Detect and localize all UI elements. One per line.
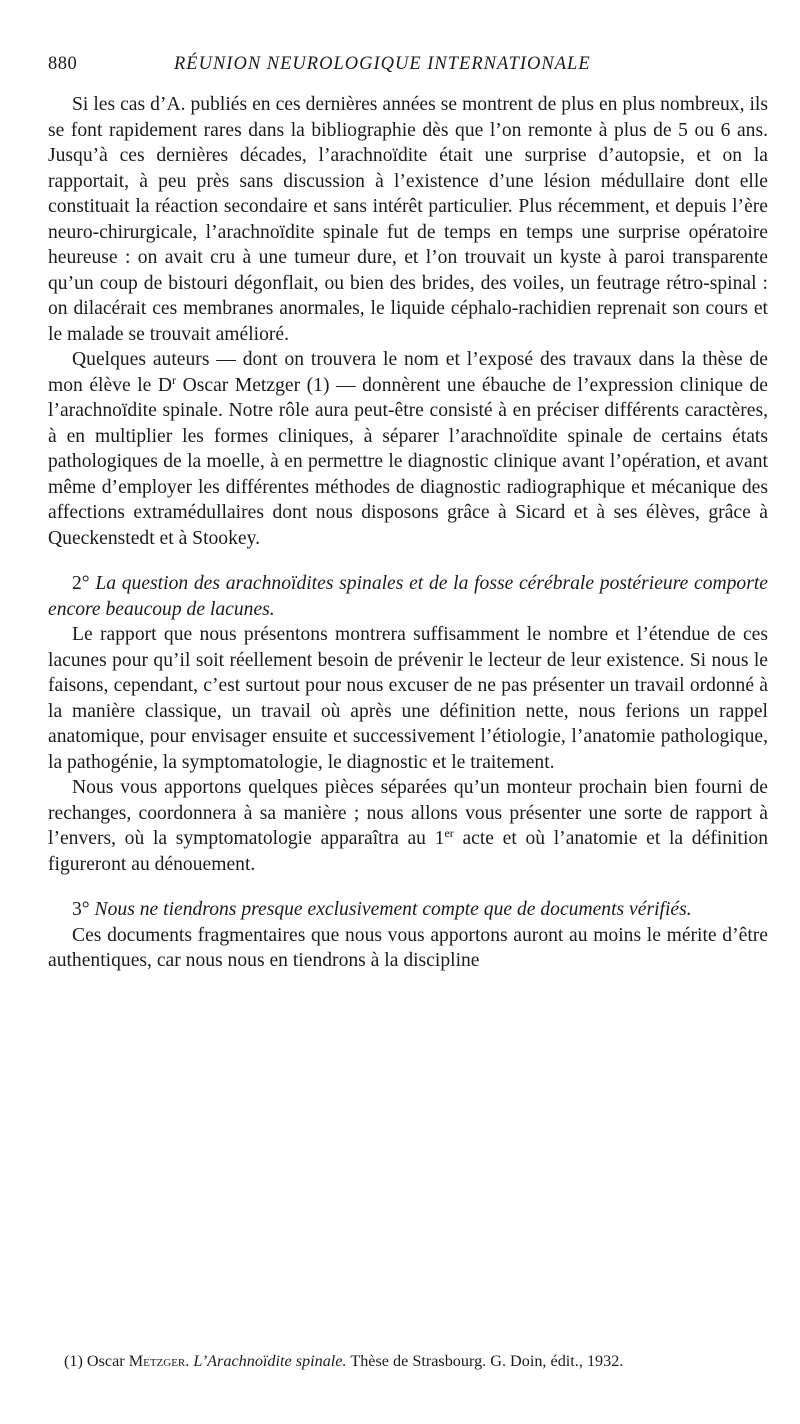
footnote	[48, 1351, 768, 1371]
paragraph-2	[48, 347, 768, 551]
paragraph-3: Le rapport que nous présentons montrera suffisamment le nombre et l’étendue de ces lacunes pour qu’il soit réellement besoin de prévenir le lecteur de leur existence. Si nous le faisons, cependant, c’est surtout pour nous excuser de ne pas présenter un travail ordonné à la manière classique, un travail où après une définition nette, nous ferions un rappel anatomique, pour envisager ensuite et successivement l’étiologie, l’anatomie pathologique, la pathogénie, la symptomatologie, le diagnostic et le traitement.	[48, 624, 768, 773]
section-heading-3	[48, 897, 768, 923]
footnote-author-last: Metzger.	[128, 1352, 190, 1370]
running-head	[48, 54, 768, 82]
paragraph-4-text-a: Nous vous apportons quelques pièces séparées qu’un monteur prochain bien fourni de rechanges, coordonnera à sa manière ; nous allons vous présenter une sorte de rapport à l’envers, où la symptomatologie apparaîtra au 1	[48, 777, 768, 849]
paragraph-2-text-a: Quelques auteurs — dont on trouvera le nom et l’exposé des travaux dans la thèse de mon élève le D	[48, 349, 768, 396]
page	[48, 54, 768, 974]
body-text	[48, 92, 768, 974]
section-heading-2-text: La question des arachnoïdites spinales et de la fosse cérébrale postérieure comporte encore beaucoup de lacunes.	[48, 573, 768, 620]
section-number-2: 2°	[72, 573, 90, 594]
paragraph-4	[48, 775, 768, 877]
footnote-title: L’Arachnoïdite spinale.	[193, 1352, 347, 1370]
page-number: 880	[48, 54, 78, 74]
paragraph-4-text-b: acte et où l’anatomie et la définition figureront au dénouement.	[48, 828, 768, 875]
section-number-3: 3°	[72, 899, 90, 920]
superscript-r: r	[172, 372, 177, 387]
paragraph-1: Si les cas d’A. publiés en ces dernières années se montrent de plus en plus nombreux, ils se font rapidement rares dans la bibliographie dès que l’on remonte à plus de 5 ou 6 ans. Jusqu’à ces dernières décades, l’arachnoïdite était une surprise d’autopsie, et on la rapportait, à peu près sans discussion à l’existence d’une lésion médullaire dont elle constituait la réaction secondaire et sans intérêt particulier. Plus récemment, et depuis l’ère neuro-chirurgicale, l’arachnoïdite spinale fut de temps en temps une surprise opératoire heureuse : on avait cru à une tumeur dure, et l’on trouvait un kyste à paroi transparente qu’un coup de bistouri dégonflait, ou bien des brides, des voiles, un feutrage rétro-spinal : on dilacérait ces membranes anormales, le liquide céphalo-rachidien reprenait son cours et le malade se trouvait amélioré.	[48, 94, 768, 345]
footnote-author-first: Oscar	[86, 1352, 125, 1370]
paragraph-5: Ces documents fragmentaires que nous vous apportons auront au moins le mérite d’être authentiques, car nous nous en tiendrons à la discipline	[48, 924, 768, 971]
footnote-marker: (1)	[64, 1352, 83, 1370]
section-heading-3-text: Nous ne tiendrons presque exclusivement compte que de documents vérifiés.	[94, 899, 692, 920]
paragraph-2-text-b: Oscar Metzger (1) — donnèrent une ébauche de l’expression clinique de l’arachnoïdite spinale. Notre rôle aura peut-être consisté à en préciser différents caractères, à en multiplier les formes cliniques, à séparer l’arachnoïdite spinale de certains états pathologiques de la moelle, à en permettre le diagnostic clinique avant l’opération, et avant même d’employer les différentes méthodes de diagnostic radiographique et mécanique des affections extramédullaires dont nous disposons grâce à Sicard et à ses élèves, grâce à Queckenstedt et à Stookey.	[48, 374, 769, 549]
running-title: RÉUNION NEUROLOGIQUE INTERNATIONALE	[174, 54, 591, 74]
section-heading-2	[48, 571, 768, 622]
superscript-er: er	[444, 826, 454, 840]
footnote-publication: Thèse de Strasbourg. G. Doin, édit., 1932.	[350, 1352, 624, 1370]
